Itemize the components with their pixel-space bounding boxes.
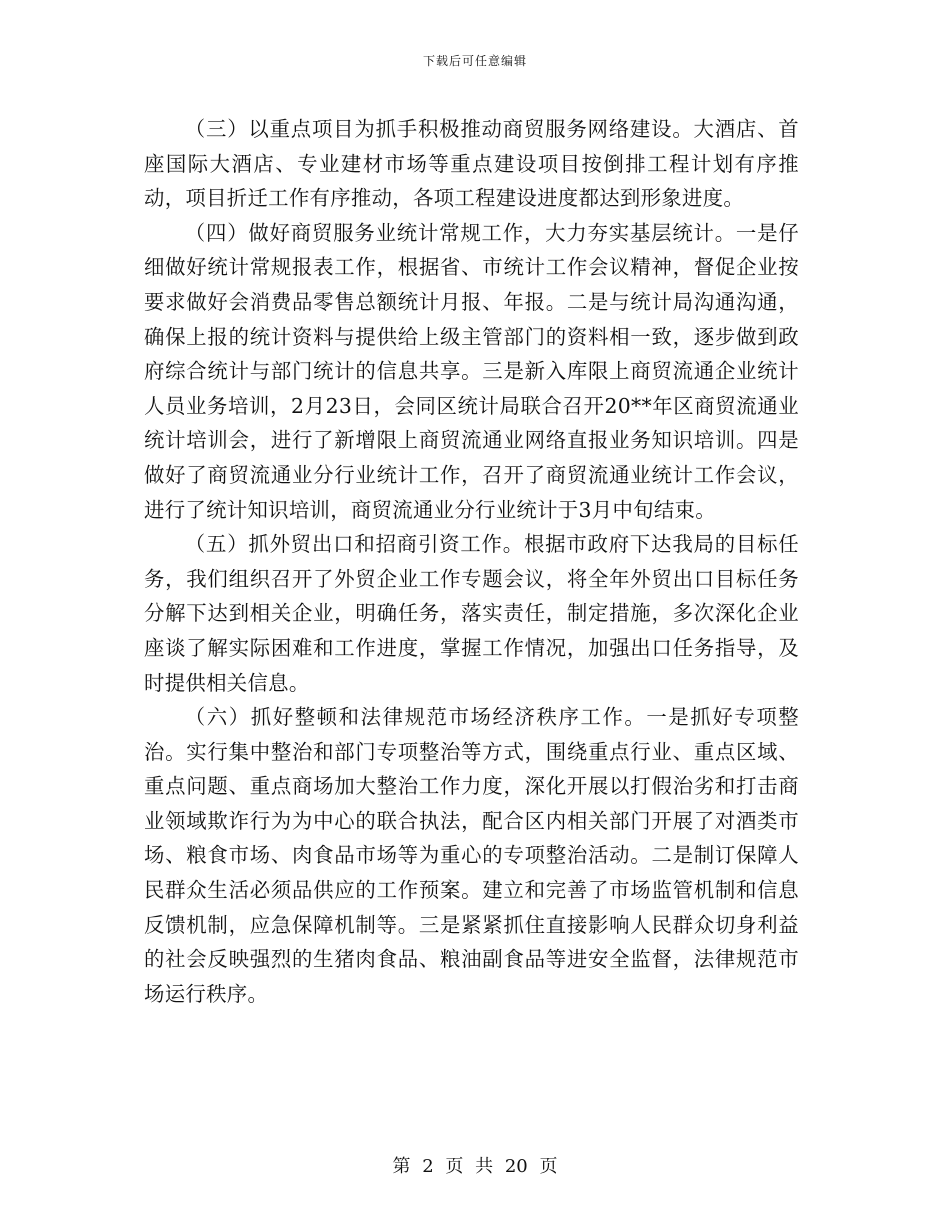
paragraph-section-4: （四）做好商贸服务业统计常规工作，大力夯实基层统计。一是仔细做好统计常规报表工作，根据省、市统计工作会议精神，督促企业按要求做好会消费品零售总额统计月报、年报。二是与统计局沟通沟通，确保上报的统计资料与提供给上级主管部门的资料相一致，逐步做到政府综合统计与部门统计的信息共享。三是新入库限上商贸流通企业统计人员业务培训，2月23日，会同区统计局联合召开20**年区商贸流通业统计培训会，进行了新增限上商贸流通业网络直报业务知识培训。四是做好了商贸流通业分行业统计工作，召开了商贸流通业统计工作会议，进行了统计知识培训，商贸流通业分行业统计于3月中旬结束。 [144,220,799,522]
document-body [144,112,799,1011]
page-number: 第 2 页 共 20 页 [392,1156,558,1177]
paragraph-section-3: （三）以重点项目为抓手积极推动商贸服务网络建设。大酒店、首座国际大酒店、专业建材市场等重点建设项目按倒排工程计划有序推动，项目折迁工作有序推动，各项工程建设进度都达到形象进度。 [144,117,799,211]
paragraph-section-6: （六）抓好整顿和法律规范市场经济秩序工作。一是抓好专项整治。实行集中整治和部门专项整治等方式，围绕重点行业、重点区域、重点问题、重点商场加大整治工作力度，深化开展以打假治劣和打击商业领域欺诈行为为中心的联合执法，配合区内相关部门开展了对酒类市场、粮食市场、肉食品市场等为重心的专项整治活动。二是制订保障人民群众生活必须品供应的工作预案。建立和完善了市场监管机制和信息反馈机制，应急保障机制等。三是紧紧抓住直接影响人民群众切身利益的社会反映强烈的生猪肉食品、粮油副食品等进安全监督，法律规范市场运行秩序。 [144,705,799,1006]
paragraph-section-5: （五）抓外贸出口和招商引资工作。根据市政府下达我局的目标任务，我们组织召开了外贸企业工作专题会议，将全年外贸出口目标任务分解下达到相关企业，明确任务，落实责任，制定措施，多次深化企业座谈了解实际困难和工作进度，掌握工作情况，加强出口任务指导，及时提供相关信息。 [144,532,799,695]
page-header-note: 下载后可任意编辑 [422,54,527,68]
